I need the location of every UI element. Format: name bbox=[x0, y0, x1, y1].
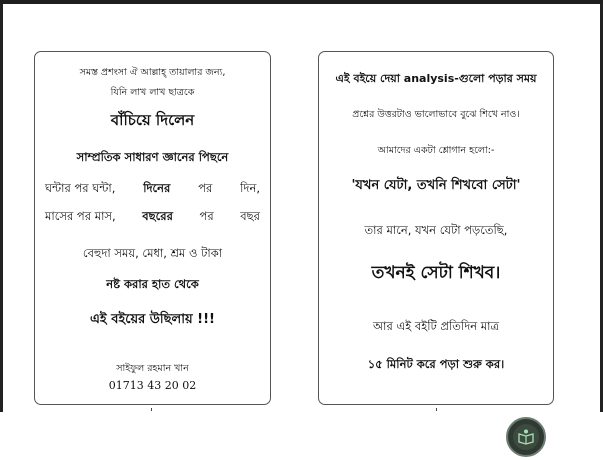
row1-text-2: দিনের bbox=[143, 181, 171, 195]
row2-text-4: বছর bbox=[240, 209, 260, 223]
page-mark bbox=[151, 408, 152, 411]
dedication-row-1 bbox=[45, 180, 260, 199]
slogan-line-7: আর এই বইটি প্রতিদিন মাত্র bbox=[373, 319, 499, 333]
page-edge-left bbox=[0, 4, 3, 412]
slogan-line-3: আমাদের একটা শ্লোগান হলো:- bbox=[377, 145, 495, 156]
slogan-card bbox=[318, 51, 554, 405]
author-phone: 01713 43 20 02 bbox=[108, 379, 197, 392]
slogan-line-1: এই বইয়ে দেয়া analysis-গুলো পড়ার সময় bbox=[335, 72, 537, 85]
dedication-row-2 bbox=[45, 208, 260, 227]
author-name: সাইফুল রহমান খান bbox=[116, 363, 189, 374]
dedication-line-6: নষ্ট করার হাত থেকে bbox=[106, 277, 199, 291]
row1-text-4: দিন, bbox=[240, 181, 260, 195]
slogan-line-4: 'যখন যেটা, তখনি শিখবো সেটা' bbox=[351, 178, 521, 193]
dedication-line-7: এই বইয়ের উছিলায় !!! bbox=[90, 312, 215, 327]
page-mark bbox=[436, 408, 437, 411]
row2-text-3: পর bbox=[199, 209, 214, 223]
reader-button[interactable] bbox=[506, 417, 546, 457]
dedication-line-4: সাম্প্রতিক সাধারণ জ্ঞানের পিছনে bbox=[76, 150, 229, 164]
reader-book-icon bbox=[513, 424, 539, 450]
dedication-line-3: বাঁচিয়ে দিলেন bbox=[110, 111, 195, 129]
top-toolbar-strip bbox=[0, 0, 603, 4]
dedication-line-1: সমস্ত প্রশংসা ঐ আল্লাহ্ তায়ালার জন্য, bbox=[79, 67, 226, 78]
slogan-line-8: ১৫ মিনিট করে পড়া শুরু কর। bbox=[367, 357, 505, 371]
slogan-line-5: তার মানে, যখন যেটা পড়তেছি, bbox=[364, 223, 508, 237]
dedication-line-2: যিনি লাখ লাখ ছাত্রকে bbox=[110, 87, 195, 98]
slogan-line-6: তখনই সেটা শিখব। bbox=[371, 263, 501, 283]
row2-text-1: মাসের পর মাস, bbox=[45, 209, 116, 223]
row1-text-3: পর bbox=[198, 181, 213, 195]
dedication-card bbox=[34, 51, 271, 405]
row1-text-1: ঘন্টার পর ঘন্টা, bbox=[45, 181, 116, 195]
slogan-line-2: প্রশ্নের উত্তরটাও ভালোভাবে বুঝে শিখে নাও। bbox=[352, 109, 520, 120]
row2-text-2: বছরের bbox=[142, 209, 173, 223]
dedication-line-5: বেহুদা সময়, মেধা, শ্রম ও টাকা bbox=[82, 246, 223, 260]
